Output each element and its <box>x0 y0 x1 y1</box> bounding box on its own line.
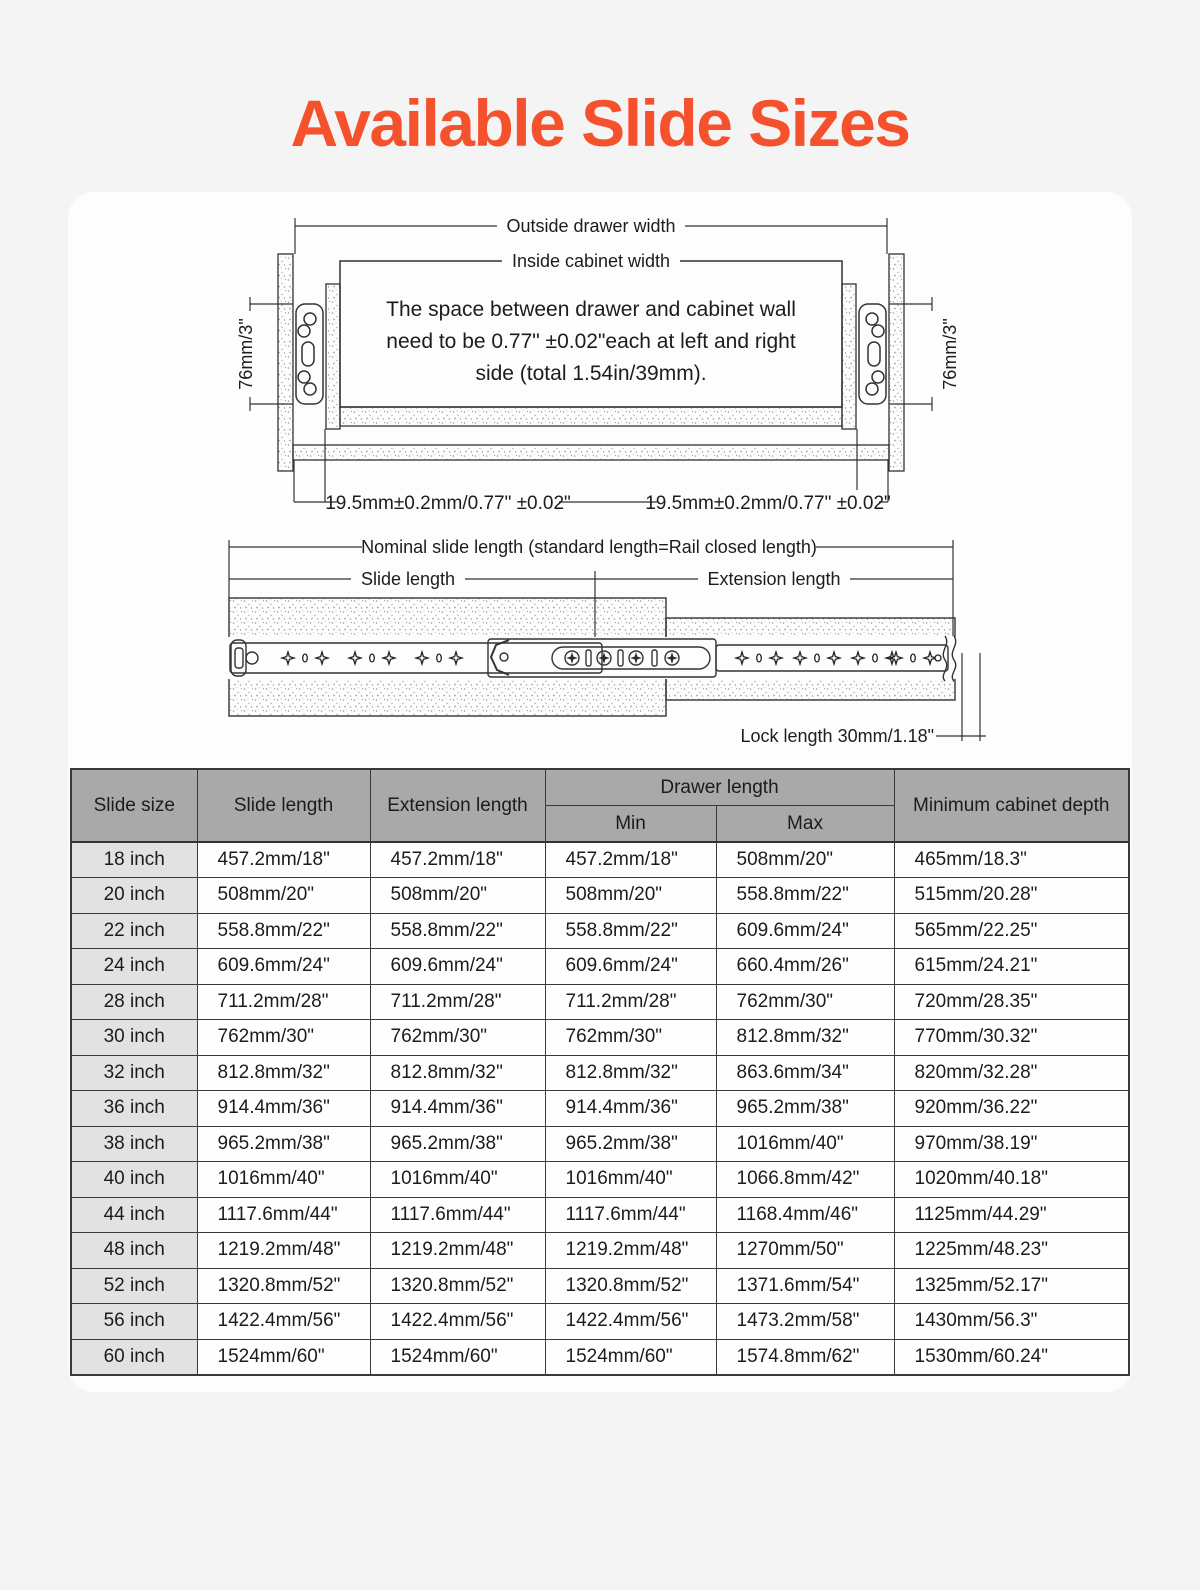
cell-value: 1066.8mm/42" <box>716 1162 894 1198</box>
row-header-slide-size: 28 inch <box>71 984 197 1020</box>
row-header-slide-size: 40 inch <box>71 1162 197 1198</box>
row-header-slide-size: 22 inch <box>71 913 197 949</box>
cell-value: 508mm/20" <box>370 878 545 914</box>
table-row <box>71 1126 1129 1162</box>
cell-value: 914.4mm/36" <box>370 1091 545 1127</box>
header-minimum-cabinet-depth: Minimum cabinet depth <box>894 769 1129 842</box>
cell-value: 762mm/30" <box>197 1020 370 1056</box>
cell-value: 711.2mm/28" <box>197 984 370 1020</box>
slide-length-diagram <box>100 533 1100 758</box>
cell-value: 1320.8mm/52" <box>197 1268 370 1304</box>
cell-value: 812.8mm/32" <box>370 1055 545 1091</box>
row-header-slide-size: 36 inch <box>71 1091 197 1127</box>
nominal-length-label: Nominal slide length (standard length=Rail closed length) <box>361 537 817 557</box>
cell-value: 711.2mm/28" <box>545 984 716 1020</box>
table-row <box>71 984 1129 1020</box>
cell-value: 863.6mm/34" <box>716 1055 894 1091</box>
cell-value: 508mm/20" <box>716 842 894 878</box>
cell-value: 565mm/22.25" <box>894 913 1129 949</box>
table-header <box>71 769 1129 842</box>
cell-value: 508mm/20" <box>545 878 716 914</box>
row-header-slide-size: 32 inch <box>71 1055 197 1091</box>
cell-value: 1168.4mm/46" <box>716 1197 894 1233</box>
extension-length-label: Extension length <box>707 569 841 589</box>
cell-value: 1524mm/60" <box>197 1339 370 1375</box>
cell-value: 1117.6mm/44" <box>197 1197 370 1233</box>
header-max: Max <box>716 806 894 843</box>
row-header-slide-size: 30 inch <box>71 1020 197 1056</box>
cell-value: 770mm/30.32" <box>894 1020 1129 1056</box>
outside-drawer-width-label: Outside drawer width <box>506 216 676 236</box>
cell-value: 1016mm/40" <box>370 1162 545 1198</box>
cell-value: 812.8mm/32" <box>197 1055 370 1091</box>
clearance-note-line3: side (total 1.54in/39mm). <box>475 362 707 385</box>
header-min: Min <box>545 806 716 843</box>
cell-value: 457.2mm/18" <box>370 842 545 878</box>
row-header-slide-size: 44 inch <box>71 1197 197 1233</box>
row-header-slide-size: 18 inch <box>71 842 197 878</box>
cell-value: 965.2mm/38" <box>716 1091 894 1127</box>
cell-value: 762mm/30" <box>545 1020 716 1056</box>
cabinet-bottom <box>293 445 889 460</box>
header-extension-length: Extension length <box>370 769 545 842</box>
cell-value: 965.2mm/38" <box>197 1126 370 1162</box>
side-clearance-left-label: 76mm/3" <box>236 318 256 390</box>
inside-cabinet-width-label: Inside cabinet width <box>511 251 671 271</box>
table-row <box>71 913 1129 949</box>
table-row <box>71 949 1129 985</box>
cell-value: 970mm/38.19" <box>894 1126 1129 1162</box>
cell-value: 1225mm/48.23" <box>894 1233 1129 1269</box>
cell-value: 660.4mm/26" <box>716 949 894 985</box>
cell-value: 1020mm/40.18" <box>894 1162 1129 1198</box>
table-row <box>71 878 1129 914</box>
cell-value: 965.2mm/38" <box>370 1126 545 1162</box>
cell-value: 609.6mm/24" <box>370 949 545 985</box>
cell-value: 465mm/18.3" <box>894 842 1129 878</box>
cell-value: 1320.8mm/52" <box>545 1268 716 1304</box>
cell-value: 609.6mm/24" <box>716 913 894 949</box>
cell-value: 1219.2mm/48" <box>545 1233 716 1269</box>
drawer-width-diagram <box>100 212 1100 527</box>
cell-value: 965.2mm/38" <box>545 1126 716 1162</box>
cell-value: 812.8mm/32" <box>716 1020 894 1056</box>
cell-value: 1473.2mm/58" <box>716 1304 894 1340</box>
table-row <box>71 1304 1129 1340</box>
cell-value: 609.6mm/24" <box>197 949 370 985</box>
cell-value: 1219.2mm/48" <box>370 1233 545 1269</box>
cell-value: 820mm/32.28" <box>894 1055 1129 1091</box>
table-row <box>71 1197 1129 1233</box>
gap-left-label: 19.5mm±0.2mm/0.77" ±0.02" <box>325 493 571 514</box>
row-header-slide-size: 56 inch <box>71 1304 197 1340</box>
row-header-slide-size: 38 inch <box>71 1126 197 1162</box>
cell-value: 1016mm/40" <box>197 1162 370 1198</box>
cell-value: 812.8mm/32" <box>545 1055 716 1091</box>
cell-value: 1530mm/60.24" <box>894 1339 1129 1375</box>
row-header-slide-size: 24 inch <box>71 949 197 985</box>
cell-value: 1320.8mm/52" <box>370 1268 545 1304</box>
side-clearance-right-label: 76mm/3" <box>940 318 960 390</box>
clearance-note-line2: need to be 0.77" ±0.02"each at left and right <box>386 330 796 353</box>
row-header-slide-size: 20 inch <box>71 878 197 914</box>
header-slide-size: Slide size <box>71 769 197 842</box>
row-header-slide-size: 48 inch <box>71 1233 197 1269</box>
cell-value: 1117.6mm/44" <box>370 1197 545 1233</box>
ball-bearing-slide-icon-left <box>296 304 323 404</box>
slide-size-table <box>70 768 1130 1376</box>
cell-value: 558.8mm/22" <box>545 913 716 949</box>
table-row <box>71 1055 1129 1091</box>
cell-value: 1524mm/60" <box>545 1339 716 1375</box>
drawer-side-right <box>842 284 856 429</box>
cell-value: 558.8mm/22" <box>716 878 894 914</box>
cell-value: 615mm/24.21" <box>894 949 1129 985</box>
header-drawer-length: Drawer length <box>545 769 894 806</box>
table-row <box>71 1268 1129 1304</box>
cell-value: 1125mm/44.29" <box>894 1197 1129 1233</box>
cell-value: 914.4mm/36" <box>197 1091 370 1127</box>
gap-right-label: 19.5mm±0.2mm/0.77" ±0.02" <box>645 493 891 514</box>
cell-value: 762mm/30" <box>370 1020 545 1056</box>
cell-value: 1524mm/60" <box>370 1339 545 1375</box>
table-row <box>71 1020 1129 1056</box>
cell-value: 508mm/20" <box>197 878 370 914</box>
table-row <box>71 1233 1129 1269</box>
row-header-slide-size: 52 inch <box>71 1268 197 1304</box>
cell-value: 515mm/20.28" <box>894 878 1129 914</box>
clearance-note-line1: The space between drawer and cabinet wall <box>386 298 796 321</box>
cell-value: 457.2mm/18" <box>197 842 370 878</box>
cell-value: 762mm/30" <box>716 984 894 1020</box>
page-title: Available Slide Sizes <box>290 86 910 160</box>
cell-value: 1574.8mm/62" <box>716 1339 894 1375</box>
cell-value: 1219.2mm/48" <box>197 1233 370 1269</box>
cell-value: 1117.6mm/44" <box>545 1197 716 1233</box>
slide-length-label: Slide length <box>360 569 456 589</box>
cell-value: 1270mm/50" <box>716 1233 894 1269</box>
row-header-slide-size: 60 inch <box>71 1339 197 1375</box>
table-row <box>71 1091 1129 1127</box>
content-card <box>68 192 1132 1392</box>
cell-value: 1422.4mm/56" <box>197 1304 370 1340</box>
table-row <box>71 1162 1129 1198</box>
cabinet-wall-right <box>889 254 904 471</box>
cell-value: 558.8mm/22" <box>197 913 370 949</box>
cell-value: 1371.6mm/54" <box>716 1268 894 1304</box>
ball-bearing-slide-icon-right <box>859 304 886 404</box>
cell-value: 711.2mm/28" <box>370 984 545 1020</box>
cell-value: 1422.4mm/56" <box>545 1304 716 1340</box>
cell-value: 1422.4mm/56" <box>370 1304 545 1340</box>
cell-value: 1325mm/52.17" <box>894 1268 1129 1304</box>
cell-value: 1016mm/40" <box>716 1126 894 1162</box>
cell-value: 920mm/36.22" <box>894 1091 1129 1127</box>
cell-value: 609.6mm/24" <box>545 949 716 985</box>
lock-length-label: Lock length 30mm/1.18" <box>740 726 934 746</box>
cell-value: 457.2mm/18" <box>545 842 716 878</box>
cabinet-wall-left <box>278 254 293 471</box>
table-body <box>71 842 1129 1375</box>
drawer-bottom <box>340 407 842 426</box>
table-row <box>71 1339 1129 1375</box>
cell-value: 1430mm/56.3" <box>894 1304 1129 1340</box>
cell-value: 914.4mm/36" <box>545 1091 716 1127</box>
drawer-side-left <box>326 284 340 429</box>
cell-value: 1016mm/40" <box>545 1162 716 1198</box>
table-row <box>71 842 1129 878</box>
cell-value: 558.8mm/22" <box>370 913 545 949</box>
header-slide-length: Slide length <box>197 769 370 842</box>
cell-value: 720mm/28.35" <box>894 984 1129 1020</box>
